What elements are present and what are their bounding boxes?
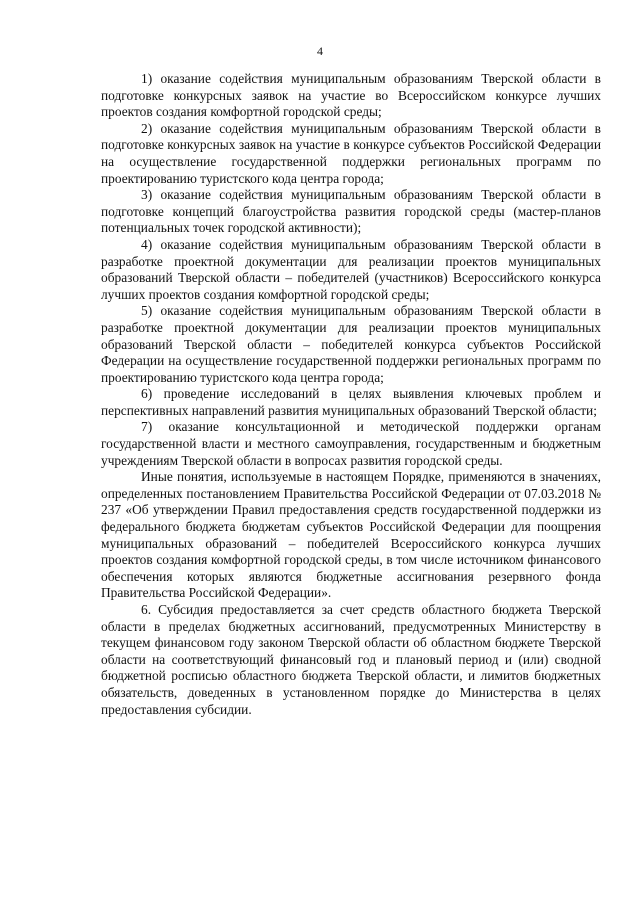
paragraph-other-terms: Иные понятия, используемые в настоящем Порядке, применяются в значениях, определенных постановлением Правительства Российской Федерации от 07.03.2018 № 237 «Об утверждении Правил предоставления средств государственной поддержки из федерального бюджета бюджетам субъектов Российской Федерации для поощрения муниципальных образований – победителей Всероссийского конкурса лучших проектов создания комфортной городской среды, в том числе источником финансового обеспечения которых являются бюджетные ассигнования резервного фонда Правительства Российской Федерации». — [101, 469, 601, 601]
document-body — [101, 71, 601, 718]
paragraph-item-3: 3) оказание содействия муниципальным образованиям Тверской области в подготовке концепций благоустройства развития городской среды (мастер-планов потенциальных точек городской активности); — [101, 187, 601, 236]
paragraph-section-6: 6. Субсидия предоставляется за счет средств областного бюджета Тверской области в пределах бюджетных ассигнований, предусмотренных Министерству в текущем финансовом году законом Тверской области об областном бюджете Тверской области на соответствующий финансовый год и плановый период и (или) сводной бюджетной росписью областного бюджета Тверской области, и лимитов бюджетных обязательств, доведенных в установленном порядке до Министерства в целях предоставления субсидии. — [101, 602, 601, 717]
paragraph-item-2: 2) оказание содействия муниципальным образованиям Тверской области в подготовке конкурсных заявок на участие в конкурсе субъектов Российской Федерации на осуществление государственной поддержки региональных программ по проектированию туристского кода центра города; — [101, 120, 601, 186]
page-number: 4 — [317, 44, 323, 58]
paragraph-item-4: 4) оказание содействия муниципальным образованиям Тверской области в разработке проектной документации для реализации проектов муниципальных образований Тверской области – победителей (участников) Всероссийского конкурса лучших проектов создания комфортной городской среды; — [101, 236, 601, 302]
paragraph-item-5: 5) оказание содействия муниципальным образованиям Тверской области в разработке проектной документации для реализации проектов муниципальных образований Тверской области – победителей конкурса субъектов Российской Федерации на осуществление государственной поддержки региональных программ по проектированию туристского кода центра города; — [101, 303, 601, 385]
paragraph-item-1: 1) оказание содействия муниципальным образованиям Тверской области в подготовке конкурсных заявок на участие во Всероссийском конкурсе лучших проектов создания комфортной городской среды; — [101, 71, 601, 120]
paragraph-item-6: 6) проведение исследований в целях выявления ключевых проблем и перспективных направлений развития муниципальных образований Тверской области; — [101, 386, 601, 418]
paragraph-item-7: 7) оказание консультационной и методической поддержки органам государственной власти и местного самоуправления, государственным и бюджетным учреждениям Тверской области в вопросах развития городской среды. — [101, 419, 601, 468]
